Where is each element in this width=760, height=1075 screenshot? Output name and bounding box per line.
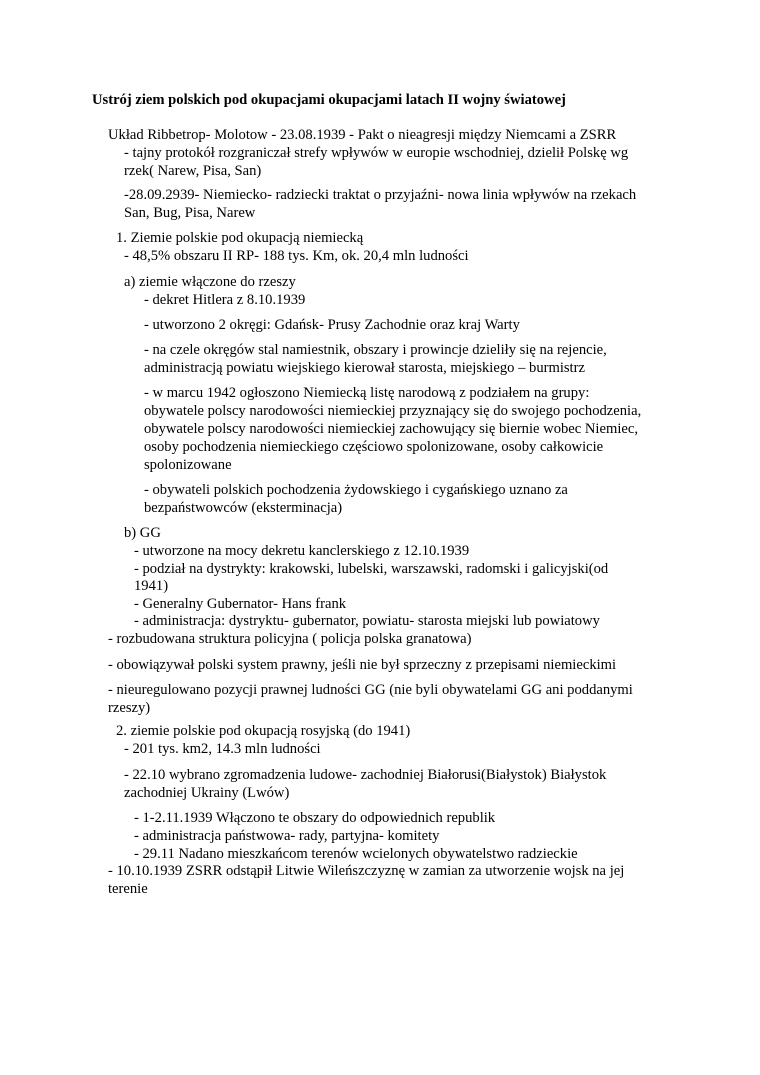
- text-line: - 22.10 wybrano zgromadzenia ludowe- zachodniej Białorusi(Białystok) Białystok: [124, 767, 607, 783]
- text-line: zachodniej Ukrainy (Lwów): [124, 785, 290, 801]
- text-line: - na czele okręgów stal namiestnik, obszary i prowincje dzieliły się na rejencie,: [144, 342, 607, 358]
- text-line: - utworzono 2 okręgi: Gdańsk- Prusy Zachodnie oraz kraj Warty: [144, 317, 520, 333]
- text-line: obywatele polscy narodowości niemieckiej przyznający się do swojego pochodzenia,: [144, 403, 642, 419]
- text-line: rzek( Narew, Pisa, San): [124, 163, 262, 179]
- text-line: - nieuregulowano pozycji prawnej ludności GG (nie byli obywatelami GG ani poddanymi: [108, 682, 633, 698]
- text-line: - 48,5% obszaru II RP- 188 tys. Km, ok. 20,4 mln ludności: [124, 248, 469, 264]
- text-line: -28.09.2939- Niemiecko- radziecki traktat o przyjaźni- nowa linia wpływów na rzekach: [124, 187, 637, 203]
- text-line: rzeszy): [108, 700, 151, 716]
- subsection-heading-b: b) GG: [124, 525, 161, 541]
- text-line: - podział na dystrykty: krakowski, lubelski, warszawski, radomski i galicyjski(od: [134, 561, 609, 577]
- text-line: administracją powiatu wiejskiego kierował starosta, miejskiego – burmistrz: [144, 360, 585, 376]
- text-line: - w marcu 1942 ogłoszono Niemiecką listę narodową z podziałem na grupy:: [144, 385, 590, 401]
- text-line: - Generalny Gubernator- Hans frank: [134, 596, 347, 612]
- text-line: spolonizowane: [144, 457, 232, 473]
- text-line: - 29.11 Nadano mieszkańcom terenów wcielonych obywatelstwo radzieckie: [134, 846, 578, 862]
- text-line: bezpaństwowców (eksterminacja): [144, 500, 343, 516]
- text-line: osoby pochodzenia niemieckiego częściowo spolonizowane, osoby całkowicie: [144, 439, 604, 455]
- section-heading-1: 1. Ziemie polskie pod okupacją niemiecką: [116, 230, 364, 246]
- section-heading-2: 2. ziemie polskie pod okupacją rosyjską (do 1941): [116, 723, 411, 739]
- text-line: terenie: [108, 881, 148, 897]
- text-line: - dekret Hitlera z 8.10.1939: [144, 292, 306, 308]
- text-line: - 201 tys. km2, 14.3 mln ludności: [124, 741, 321, 757]
- text-line: - administracja państwowa- rady, partyjna- komitety: [134, 828, 440, 844]
- text-line: - 10.10.1939 ZSRR odstąpił Litwie Wileńszczyznę w zamian za utworzenie wojsk na jej: [108, 863, 625, 879]
- text-line: San, Bug, Pisa, Narew: [124, 205, 256, 221]
- text-line: 1941): [134, 578, 169, 594]
- text-line: - rozbudowana struktura policyjna ( policja polska granatowa): [108, 631, 472, 647]
- text-line: - utworzone na mocy dekretu kanclerskiego z 12.10.1939: [134, 543, 470, 559]
- subsection-heading-a: a) ziemie włączone do rzeszy: [124, 274, 296, 290]
- text-line: - 1-2.11.1939 Włączono te obszary do odpowiednich republik: [134, 810, 496, 826]
- text-line: - obowiązywał polski system prawny, jeśli nie był sprzeczny z przepisami niemieckimi: [108, 657, 617, 673]
- text-line: - administracja: dystryktu- gubernator, powiatu- starosta miejski lub powiatowy: [134, 613, 600, 629]
- text-line: Układ Ribbetrop- Molotow - 23.08.1939 - Pakt o nieagresji między Niemcami a ZSRR: [108, 127, 617, 143]
- text-line: obywatele polscy narodowości niemieckiej zachowujący się biernie wobec Niemiec,: [144, 421, 638, 437]
- text-line: - tajny protokół rozgraniczał strefy wpływów w europie wschodniej, dzielił Polskę wg: [124, 145, 629, 161]
- document-title: Ustrój ziem polskich pod okupacjami okupacjami latach II wojny światowej: [92, 92, 566, 108]
- text-line: - obywateli polskich pochodzenia żydowskiego i cygańskiego uznano za: [144, 482, 568, 498]
